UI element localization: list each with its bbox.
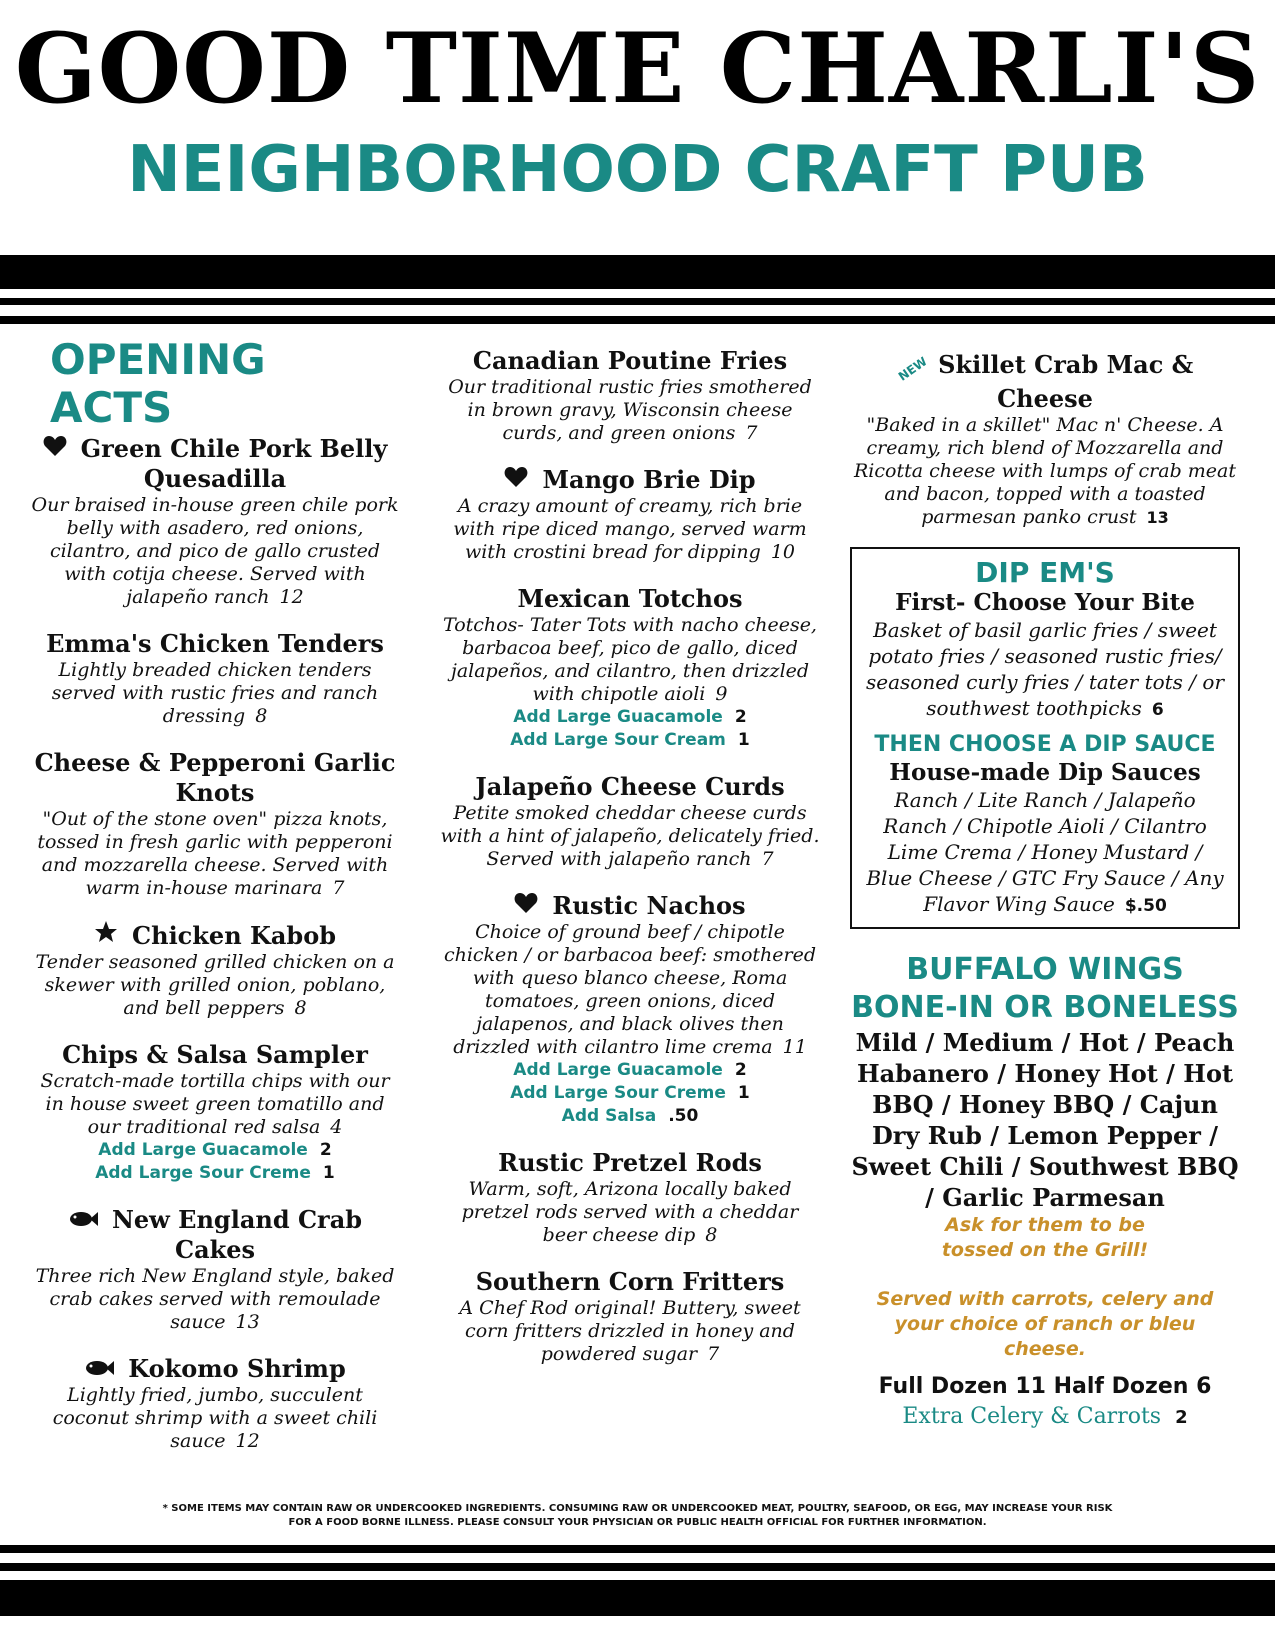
- restaurant-name: GOOD TIME CHARLI'S: [14, 12, 1261, 125]
- item-name: Emma's Chicken Tenders: [46, 629, 384, 658]
- item-price: 7: [332, 877, 345, 899]
- menu-item: [440, 465, 820, 564]
- section-title-opening-acts: OPENING ACTS: [50, 335, 266, 432]
- item-price: 13: [1146, 508, 1169, 527]
- item-name-row: [440, 346, 820, 376]
- item-price: 7: [707, 1343, 720, 1365]
- wings-pricing: Full Dozen 11 Half Dozen 6: [878, 1374, 1212, 1399]
- addon-row: [440, 729, 820, 752]
- addon-label: Add Large Guacamole: [513, 707, 723, 727]
- item-price: 7: [761, 848, 774, 870]
- item-desc: Our braised in-house green chile pork belly with asadero, red onions, cilantro, and pico de gallo crusted with cotija cheese. Served with jalapeño ranch: [31, 494, 399, 608]
- dip-bites-price: 6: [1151, 700, 1164, 720]
- dip-title: DIP EM'S: [975, 556, 1115, 589]
- dip-step2: THEN CHOOSE A DIP SAUCE: [874, 732, 1216, 757]
- menu-item-crab-mac: [850, 350, 1240, 529]
- heart-icon: [514, 891, 538, 921]
- addon-label: Add Large Sour Creme: [95, 1163, 311, 1183]
- wings-grill-note: Ask for them to be tossed on the Grill!: [941, 1214, 1149, 1261]
- menu-item: [30, 748, 400, 900]
- addon-price: 2: [734, 1060, 747, 1080]
- column-middle: [440, 346, 820, 1386]
- menu-item: [440, 584, 820, 752]
- wings-served-note: Served with carrots, celery and your choice of ranch or bleu cheese.: [876, 1288, 1214, 1360]
- item-name: Green Chile Pork Belly Quesadilla: [80, 434, 388, 493]
- item-desc: Our traditional rustic fries smothered in brown gravy, Wisconsin cheese curds, and green onions: [448, 376, 812, 444]
- dip-ems-box: [850, 547, 1240, 929]
- item-name-row: [440, 891, 820, 921]
- item-name-row: [30, 1040, 400, 1070]
- item-name: Mango Brie Dip: [542, 465, 756, 494]
- menu-item: [30, 434, 400, 609]
- item-desc: Tender seasoned grilled chicken on a skewer with grilled onion, poblano, and bell peppers: [35, 951, 395, 1019]
- item-desc: Totchos- Tater Tots with nacho cheese, barbacoa beef, pico de gallo, diced jalapeños, and cilantro, then drizzled with chipotle aioli: [443, 614, 817, 705]
- item-name: Chicken Kabob: [132, 921, 336, 950]
- addon-label: Add Large Guacamole: [513, 1060, 723, 1080]
- addon-row: [30, 1162, 400, 1185]
- wings-flavors: Mild / Medium / Hot / Peach Habanero / Honey Hot / Hot BBQ / Honey BBQ / Cajun Dry Rub / Lemon Pepper / Sweet Chili / Southwest BBQ / Garlic Parmesan: [851, 1028, 1239, 1212]
- item-desc: Lightly fried, jumbo, succulent coconut shrimp with a sweet chili sauce: [52, 1384, 378, 1452]
- bottom-stripe-thick: [0, 1580, 1275, 1616]
- bottom-stripe-thin: [0, 1545, 1275, 1553]
- menu-item: [30, 1040, 400, 1185]
- item-name: New England Crab Cakes: [111, 1205, 363, 1264]
- item-price: 12: [279, 586, 304, 608]
- item-price: 9: [715, 683, 728, 705]
- addon-label: Add Large Sour Cream: [510, 730, 726, 750]
- addon-price: 2: [734, 707, 747, 727]
- dip-step1: First- Choose Your Bite: [895, 589, 1195, 616]
- item-name: Rustic Nachos: [552, 891, 746, 920]
- fish-icon: [68, 1205, 98, 1235]
- item-desc: Warm, soft, Arizona locally baked pretzel rods served with a cheddar beer cheese dip: [461, 1178, 799, 1246]
- dip-sauces: Ranch / Lite Ranch / Jalapeño Ranch / Chipotle Aioli / Cilantro Lime Crema / Honey Mustard / Blue Cheese / GTC Fry Sauce / Any Flavor Wing Sauce: [866, 788, 1224, 916]
- wings-title: BUFFALO WINGS: [906, 952, 1184, 987]
- item-name: Rustic Pretzel Rods: [498, 1148, 762, 1177]
- item-price: 7: [745, 422, 758, 444]
- menu-item: [30, 1205, 400, 1334]
- item-name-row: [440, 1148, 820, 1178]
- addon-row: [440, 1082, 820, 1105]
- addon-row: [440, 706, 820, 729]
- item-price: 8: [705, 1224, 718, 1246]
- extra-price: 2: [1175, 1407, 1188, 1428]
- new-tag: NEW: [895, 354, 930, 384]
- addon-price: 1: [737, 1083, 750, 1103]
- bottom-stripe-mid: [0, 1563, 1275, 1571]
- item-desc: Petite smoked cheddar cheese curds with a hint of jalapeño, delicately fried. Served with jalapeño ranch: [440, 802, 820, 870]
- item-name-row: [30, 920, 400, 951]
- addon-price: .50: [668, 1106, 699, 1126]
- menu-item: [440, 891, 820, 1128]
- menu-item: [30, 1354, 400, 1453]
- top-stripe-thin: [0, 316, 1275, 324]
- item-desc: Three rich New England style, baked crab cakes served with remoulade sauce: [35, 1265, 395, 1333]
- heart-icon: [504, 465, 528, 495]
- item-name-row: [440, 772, 820, 802]
- item-desc: Choice of ground beef / chipotle chicken / or barbacoa beef: smothered with queso blanco cheese, Roma tomatoes, green onions, diced jalapenos, and black olives then drizzled with cilantro lime crema: [443, 921, 817, 1058]
- item-name: Southern Corn Fritters: [475, 1267, 785, 1296]
- fish-icon: [84, 1354, 114, 1384]
- item-price: 8: [255, 705, 268, 727]
- column-right: [850, 350, 1240, 1433]
- dip-bites: Basket of basil garlic fries / sweet potato fries / seasoned rustic fries/ seasoned curly fries / tater tots / or southwest toothpicks: [866, 618, 1224, 720]
- dip-sauces-title: House-made Dip Sauces: [889, 759, 1201, 786]
- heart-icon: [43, 434, 67, 464]
- item-name-row: [440, 584, 820, 614]
- disclaimer: * SOME ITEMS MAY CONTAIN RAW OR UNDERCOOKED INGREDIENTS. CONSUMING RAW OR UNDERCOOKED MEAT, POULTRY, SEAFOOD, OR EGG, MAY INCREASE YOUR RISK FOR A FOOD BORNE ILLNESS. PLEASE CONSULT YOUR PHYSICIAN OR PUBLIC HEALTH OFFICIAL FOR FURTHER INFORMATION.: [162, 1503, 1113, 1528]
- addon-row: [30, 1139, 400, 1162]
- menu-item: [440, 772, 820, 871]
- item-desc: Scratch-made tortilla chips with our in house sweet green tomatillo and our traditional red salsa: [40, 1070, 390, 1138]
- star-icon: [94, 920, 118, 951]
- item-name-row: [440, 465, 820, 495]
- item-name-row: [30, 434, 400, 494]
- wings-subtitle: BONE-IN OR BONELESS: [851, 990, 1239, 1025]
- extra-label: Extra Celery & Carrots: [902, 1404, 1162, 1429]
- addon-price: 1: [737, 730, 750, 750]
- item-price: 10: [770, 541, 796, 563]
- item-price: 8: [294, 997, 307, 1019]
- addon-label: Add Large Guacamole: [98, 1140, 308, 1160]
- menu-item: [30, 629, 400, 728]
- item-desc: "Baked in a skillet" Mac n' Cheese. A creamy, rich blend of Mozzarella and Ricotta cheese with lumps of crab meat and bacon, topped with a toasted parmesan panko crust: [853, 414, 1237, 528]
- item-name: Chips & Salsa Sampler: [62, 1040, 368, 1069]
- item-name: Mexican Totchos: [517, 584, 743, 613]
- item-name: Cheese & Pepperoni Garlic Knots: [34, 748, 396, 807]
- item-name-row: [30, 748, 400, 808]
- addon-price: 1: [322, 1163, 335, 1183]
- addon-label: Add Salsa: [561, 1106, 657, 1126]
- addon-row: [440, 1105, 820, 1128]
- addon-price: 2: [319, 1140, 332, 1160]
- top-stripe-thick: [0, 255, 1275, 289]
- menu-item: [30, 920, 400, 1020]
- item-price: 13: [235, 1311, 260, 1333]
- menu-item: [440, 1267, 820, 1366]
- buffalo-wings-section: [850, 951, 1240, 1433]
- item-name: Skillet Crab Mac & Cheese: [938, 350, 1194, 413]
- item-desc: A crazy amount of creamy, rich brie with ripe diced mango, served warm with crostini bread for dipping: [453, 495, 807, 563]
- item-name-row: [30, 1205, 400, 1265]
- item-desc: Lightly breaded chicken tenders served with rustic fries and ranch dressing: [51, 659, 379, 727]
- item-name-row: [30, 1354, 400, 1384]
- item-price: 12: [235, 1430, 260, 1452]
- column-opening-acts: [30, 336, 400, 1473]
- addon-row: [440, 1059, 820, 1082]
- addon-label: Add Large Sour Creme: [510, 1083, 726, 1103]
- restaurant-tagline: NEIGHBORHOOD CRAFT PUB: [127, 133, 1148, 207]
- item-price: 4: [330, 1116, 343, 1138]
- item-desc: A Chef Rod original! Buttery, sweet corn fritters drizzled in honey and powdered sugar: [459, 1297, 801, 1365]
- item-name-row: [30, 629, 400, 659]
- item-name: Jalapeño Cheese Curds: [475, 772, 785, 801]
- item-price: 11: [782, 1036, 807, 1058]
- menu-item: [440, 1148, 820, 1247]
- item-name: Kokomo Shrimp: [128, 1354, 346, 1383]
- item-desc: "Out of the stone oven" pizza knots, tossed in fresh garlic with pepperoni and mozzarella cheese. Served with warm in-house marinara: [37, 808, 393, 899]
- menu-item: [440, 346, 820, 445]
- dip-sauces-price: $.50: [1124, 896, 1167, 916]
- item-name-row: [440, 1267, 820, 1297]
- item-name: Canadian Poutine Fries: [472, 346, 788, 375]
- top-stripe-mid: [0, 298, 1275, 305]
